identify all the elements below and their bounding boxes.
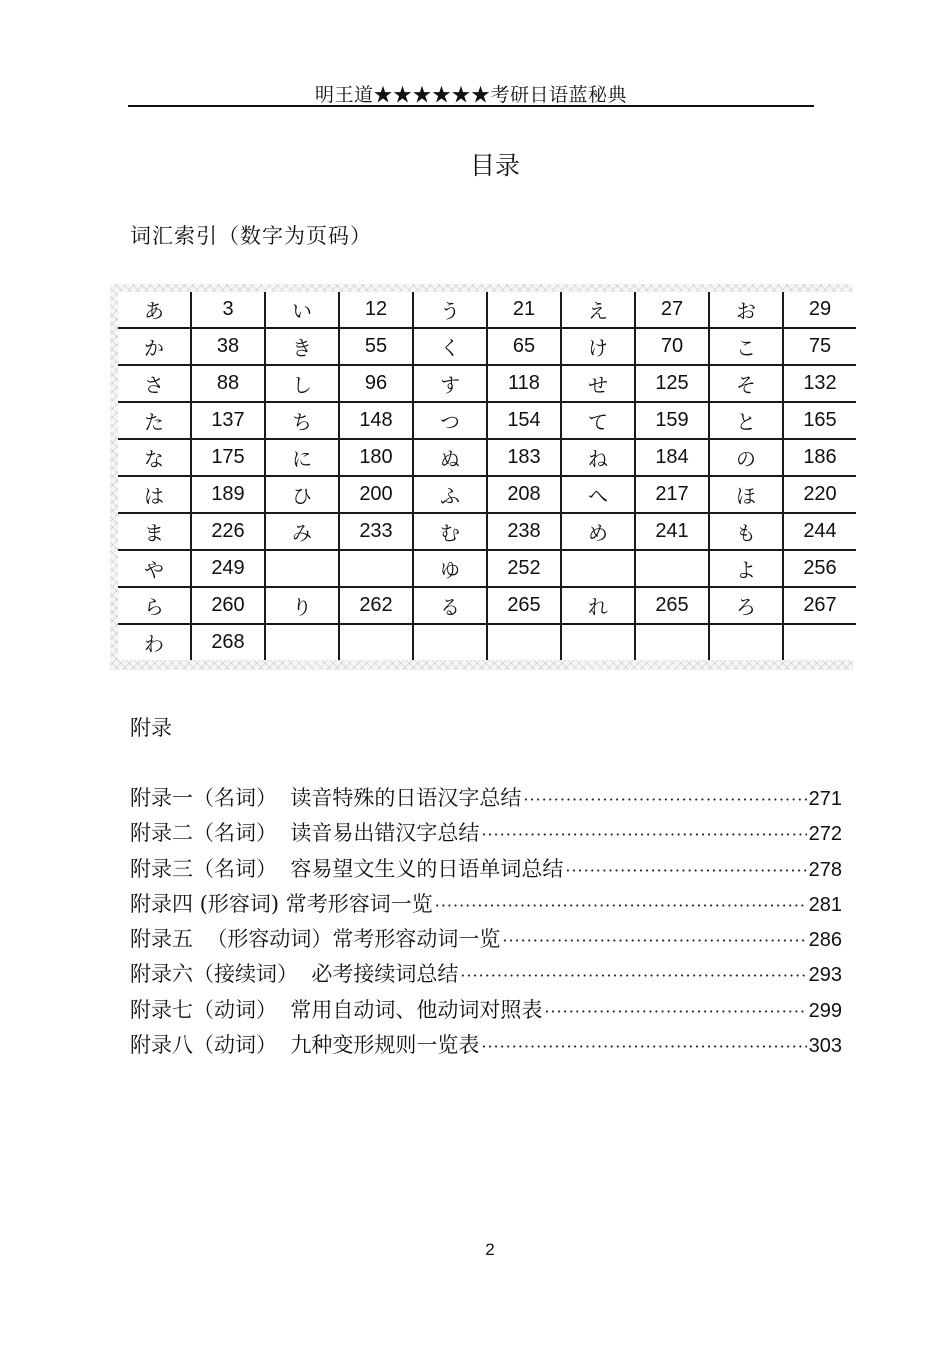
page-number-cell: 96 xyxy=(339,365,413,402)
kana-cell: ひ xyxy=(265,476,339,513)
toc-entry-page: 299 xyxy=(808,999,842,1022)
page-number-cell: 256 xyxy=(783,550,856,587)
kana-cell: の xyxy=(709,439,783,476)
dot-leader xyxy=(481,1037,806,1056)
page-number-cell: 88 xyxy=(191,365,265,402)
table-row xyxy=(118,624,856,660)
page-number-cell: 184 xyxy=(635,439,709,476)
kana-cell: え xyxy=(561,292,635,328)
table-row xyxy=(118,513,856,550)
kana-cell: つ xyxy=(413,402,487,439)
page-number-cell: 238 xyxy=(487,513,561,550)
toc-entry-label: 附录五 （形容动词）常考形容动词一览 xyxy=(130,927,501,952)
dot-leader xyxy=(544,1002,806,1021)
page-number-cell: 244 xyxy=(783,513,856,550)
kana-cell xyxy=(561,624,635,660)
dot-leader xyxy=(460,966,806,985)
toc-entry[interactable] xyxy=(130,958,842,993)
page-number-cell: 38 xyxy=(191,328,265,365)
page-number-cell: 12 xyxy=(339,292,413,328)
kana-cell xyxy=(413,624,487,660)
kana-cell: ふ xyxy=(413,476,487,513)
kana-cell: は xyxy=(118,476,191,513)
kana-cell: ぬ xyxy=(413,439,487,476)
kana-cell xyxy=(709,624,783,660)
kana-cell: ま xyxy=(118,513,191,550)
toc-entry[interactable] xyxy=(130,817,842,852)
kana-cell: ら xyxy=(118,587,191,624)
kana-cell: ゆ xyxy=(413,550,487,587)
kana-cell: へ xyxy=(561,476,635,513)
kana-cell: や xyxy=(118,550,191,587)
page-number-cell: 262 xyxy=(339,587,413,624)
page-number-cell: 260 xyxy=(191,587,265,624)
toc-entry-label: 附录一（名词） 读音特殊的日语汉字总结 xyxy=(130,786,522,810)
page-number-cell: 137 xyxy=(191,402,265,439)
toc-entry[interactable] xyxy=(130,923,842,958)
kana-cell: お xyxy=(709,292,783,328)
page-number-cell: 183 xyxy=(487,439,561,476)
appendix-heading: 附录 xyxy=(130,716,172,740)
page-number-cell: 27 xyxy=(635,292,709,328)
toc-entry-label: 附录二（名词） 读音易出错汉字总结 xyxy=(130,821,480,846)
kana-cell: あ xyxy=(118,292,191,328)
toc-entry-page: 271 xyxy=(808,788,842,810)
kana-cell: な xyxy=(118,439,191,476)
page-number-cell: 186 xyxy=(783,439,856,476)
running-header: 明王道★★★★★★考研日语蓝秘典 xyxy=(314,84,627,106)
kana-cell: い xyxy=(265,292,339,328)
header-rule xyxy=(128,105,814,107)
table-row xyxy=(118,292,856,328)
kana-cell: め xyxy=(561,513,635,550)
kana-cell: く xyxy=(413,328,487,365)
appendix-toc xyxy=(130,782,842,1064)
toc-entry-label: 附录四 (形容词) 常考形容词一览 xyxy=(130,891,433,916)
kana-cell: か xyxy=(118,328,191,365)
table-row xyxy=(118,550,856,587)
dot-leader xyxy=(435,896,807,915)
kana-cell: う xyxy=(413,292,487,328)
kana-cell: せ xyxy=(561,365,635,402)
page-number-cell: 249 xyxy=(191,550,265,587)
kana-index-table xyxy=(118,292,856,660)
page-number-cell: 233 xyxy=(339,513,413,550)
kana-cell: わ xyxy=(118,624,191,660)
kana-cell xyxy=(265,624,339,660)
page-number-cell: 265 xyxy=(487,587,561,624)
page-number-cell xyxy=(487,624,561,660)
kana-cell: り xyxy=(265,587,339,624)
table-row xyxy=(118,476,856,513)
kana-cell: も xyxy=(709,513,783,550)
kana-cell: む xyxy=(413,513,487,550)
dot-leader xyxy=(565,861,806,880)
page-number-cell: 29 xyxy=(783,292,856,328)
page-number-cell: 268 xyxy=(191,624,265,660)
kana-cell: た xyxy=(118,402,191,439)
page-number-cell: 200 xyxy=(339,476,413,513)
kana-cell: ろ xyxy=(709,587,783,624)
toc-entry-label: 附录三（名词） 容易望文生义的日语单词总结 xyxy=(130,856,564,881)
toc-entry-label: 附录六（接续词） 必考接续词总结 xyxy=(130,962,459,987)
page-number-cell: 189 xyxy=(191,476,265,513)
dot-leader xyxy=(481,825,806,844)
page-number-cell: 208 xyxy=(487,476,561,513)
table-row xyxy=(118,328,856,365)
page-number-cell: 241 xyxy=(635,513,709,550)
page-number-cell: 165 xyxy=(783,402,856,439)
page-number-cell: 217 xyxy=(635,476,709,513)
page-number-cell xyxy=(635,550,709,587)
page-number-cell: 267 xyxy=(783,587,856,624)
toc-entry-page: 278 xyxy=(808,858,842,881)
kana-cell: ほ xyxy=(709,476,783,513)
toc-entry-label: 附录八（动词） 九种变形规则一览表 xyxy=(130,1033,480,1058)
page-number-cell: 265 xyxy=(635,587,709,624)
page-number-cell: 226 xyxy=(191,513,265,550)
table-row xyxy=(118,402,856,439)
kana-cell: こ xyxy=(709,328,783,365)
kana-cell: さ xyxy=(118,365,191,402)
page-number-cell: 148 xyxy=(339,402,413,439)
vocab-index-heading: 词汇索引（数字为页码） xyxy=(130,224,372,248)
toc-entry-label: 附录七（动词） 常用自动词、他动词对照表 xyxy=(130,997,543,1022)
kana-cell xyxy=(561,550,635,587)
page-number-cell xyxy=(339,550,413,587)
toc-entry[interactable] xyxy=(130,888,842,923)
toc-entry-page: 272 xyxy=(808,823,842,846)
dot-leader xyxy=(523,790,806,809)
toc-entry-page: 293 xyxy=(808,964,842,987)
toc-entry-page: 303 xyxy=(808,1035,842,1058)
page-title: 目录 xyxy=(469,151,520,180)
page-number-cell: 159 xyxy=(635,402,709,439)
page-number-cell: 70 xyxy=(635,328,709,365)
kana-cell: き xyxy=(265,328,339,365)
toc-entry[interactable] xyxy=(130,853,842,888)
page-number-cell: 3 xyxy=(191,292,265,328)
toc-entry-page: 281 xyxy=(808,893,842,916)
page-number-cell: 21 xyxy=(487,292,561,328)
dot-leader xyxy=(502,931,806,950)
page-number-cell: 55 xyxy=(339,328,413,365)
kana-cell: に xyxy=(265,439,339,476)
page-number-cell: 118 xyxy=(487,365,561,402)
kana-cell: ち xyxy=(265,402,339,439)
toc-entry-page: 286 xyxy=(808,929,842,952)
toc-entry[interactable] xyxy=(130,782,842,817)
page-number-cell: 65 xyxy=(487,328,561,365)
kana-cell: し xyxy=(265,365,339,402)
kana-cell: る xyxy=(413,587,487,624)
kana-cell: れ xyxy=(561,587,635,624)
page-number: 2 xyxy=(485,1240,495,1259)
toc-entry[interactable] xyxy=(130,1029,842,1064)
kana-cell: す xyxy=(413,365,487,402)
toc-entry[interactable] xyxy=(130,994,842,1029)
table-row xyxy=(118,587,856,624)
page-number-cell xyxy=(635,624,709,660)
page-number-cell: 75 xyxy=(783,328,856,365)
kana-cell: そ xyxy=(709,365,783,402)
page-number-cell xyxy=(339,624,413,660)
table-row xyxy=(118,365,856,402)
kana-cell: け xyxy=(561,328,635,365)
page-number-cell: 154 xyxy=(487,402,561,439)
kana-cell: と xyxy=(709,402,783,439)
page-number-cell xyxy=(783,624,856,660)
kana-cell: て xyxy=(561,402,635,439)
page-number-cell: 125 xyxy=(635,365,709,402)
page-number-cell: 220 xyxy=(783,476,856,513)
table-row xyxy=(118,439,856,476)
kana-cell: ね xyxy=(561,439,635,476)
page-number-cell: 132 xyxy=(783,365,856,402)
page-number-cell: 175 xyxy=(191,439,265,476)
kana-cell: よ xyxy=(709,550,783,587)
kana-cell: み xyxy=(265,513,339,550)
page-number-cell: 180 xyxy=(339,439,413,476)
page-number-cell: 252 xyxy=(487,550,561,587)
kana-cell xyxy=(265,550,339,587)
